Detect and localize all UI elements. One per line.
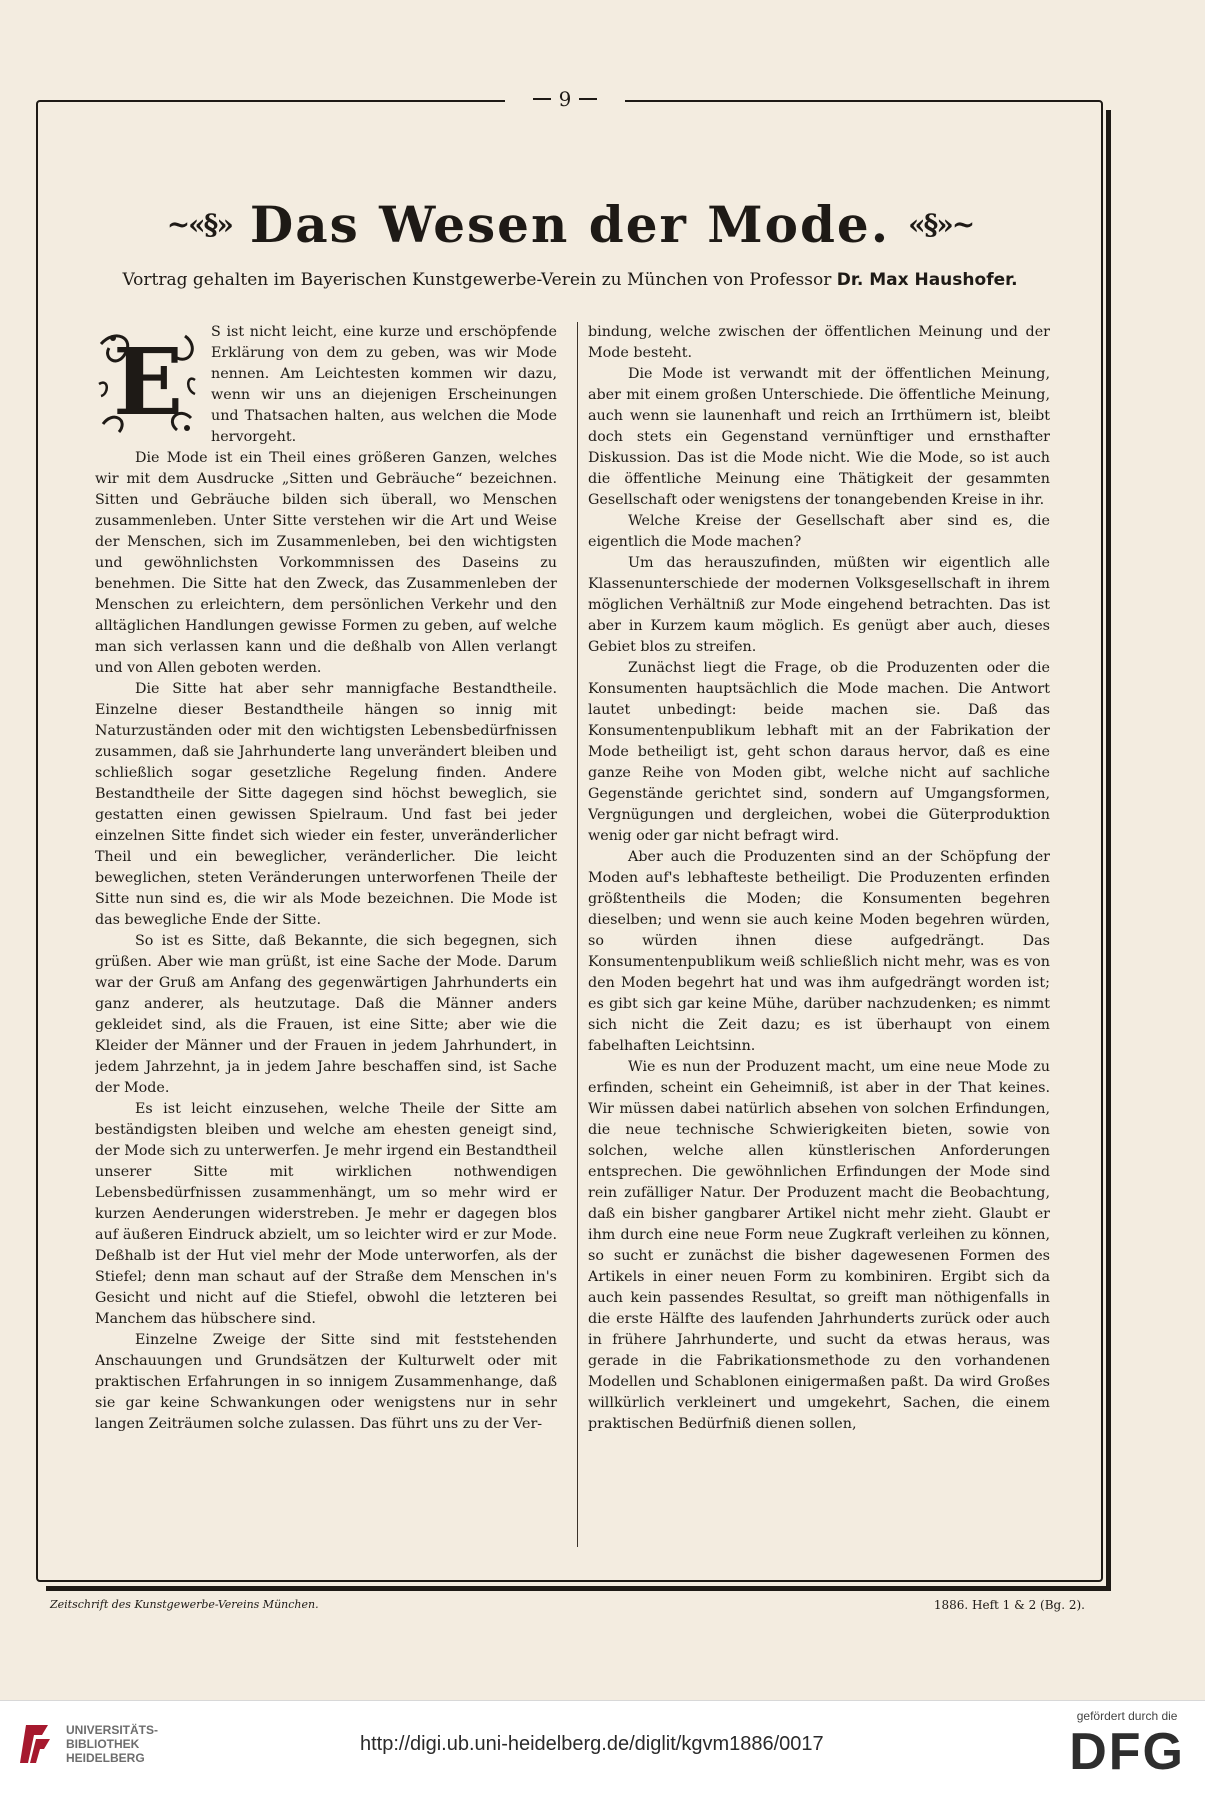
right-column xyxy=(588,322,1050,1547)
permalink-url[interactable]: http://digi.ub.uni-heidelberg.de/diglit/kgvm1886/0017 xyxy=(360,1733,824,1755)
dropcap-initial xyxy=(95,324,201,440)
library-name-line: UNIVERSITÄTS- xyxy=(66,1723,159,1737)
library-logo-icon xyxy=(16,1721,56,1767)
page-number xyxy=(505,86,625,112)
title-flourish-left-icon: ~«§» xyxy=(166,208,232,241)
journal-footer: Zeitschrift des Kunstgewerbe-Vereins München. xyxy=(50,1598,319,1611)
paragraph: Einzelne Zweige der Sitte sind mit feststehenden Anschauungen und Grundsätzen der Kulturwelt oder mit praktischen Erfahrungen in so innigem Zusammenhange, daß sie gar keine Schwankungen oder wenigstens nur in sehr langen Zeiträumen solche zulassen. Das führt uns zu der Ver- xyxy=(95,1332,557,1432)
library-name xyxy=(66,1723,158,1765)
column-divider xyxy=(577,322,578,1547)
article-header xyxy=(60,195,1080,254)
paragraph: Es ist leicht einzusehen, welche Theile der Sitte am beständigsten bleiben und welche am ehesten geneigt sind, der Mode sich zu unterwerfen. Je mehr irgend ein Bestandtheil unserer Sitte mit wirklichen nothwendigen Lebensbedürfnissen zusammenhängt, um so mehr wird er kurzen Aenderungen widerstreben. Je mehr er dagegen blos auf äußeren Eindruck abzielt, um so leichter wird er zur Mode. Deßhalb ist der Hut viel mehr der Mode unterworfen, als der Stiefel; denn man schaut auf der Straße dem Menschen in's Gesicht und nicht auf die Stiefel, obwohl die letzteren bei Manchem das hübschere sind. xyxy=(95,1101,557,1327)
dropcap-letter: E xyxy=(112,327,184,436)
left-column xyxy=(95,322,557,1547)
paragraph: Welche Kreise der Gesellschaft aber sind es, die eigentlich die Mode machen? xyxy=(588,513,1050,550)
dfg-logo-icon: DFG xyxy=(1069,1723,1185,1781)
subtitle-prefix: Vortrag gehalten im Bayerischen Kunstgewerbe-Verein zu München von Professor xyxy=(122,270,837,290)
paragraph: Die Mode ist ein Theil eines größeren Ganzen, welches wir mit dem Ausdrucke „Sitten und Gebräuche“ bezeichnen. Sitten und Gebräuche bilden sich überall, wo Menschen zusammenleben. Unter Sitte verstehen wir die Art und Weise der Menschen, sich im Zusammenleben, bei den wichtigsten und gewöhnlichsten Vorkommnissen des Daseins zu benehmen. Die Sitte hat den Zweck, das Zusammenleben der Menschen zu erleichtern, dem persönlichen Verkehr und den alltäglichen Handlungen gewisse Formen zu geben, auf welche man sich verlassen kann und die deßhalb von Allen verlangt und von Allen geboten werden. xyxy=(95,450,557,676)
paragraph: Um das herauszufinden, müßten wir eigentlich alle Klassenunterschiede der modernen Volksgesellschaft in ihrem möglichen Verhältniß zur Mode eingehend betrachten. Das ist aber in Kurzem kaum möglich. Es genügt aber auch, dieses Gebiet blos zu streifen. xyxy=(588,555,1050,655)
library-logo[interactable] xyxy=(16,1721,158,1767)
dfg-logo[interactable] xyxy=(1069,1709,1185,1781)
paragraph: Die Mode ist verwandt mit der öffentlichen Meinung, aber mit einem großen Unterschiede. Die öffentliche Meinung, auch wenn sie launenhaft und reich an Irrthümern ist, bleibt doch stets ein Gegenstand vernünftiger und ernsthafter Diskussion. Das ist die Mode nicht. Wie die Mode, so ist auch die öffentliche Meinung eine Thätigkeit der gesammten Gesellschaft oder wenigstens der tonangebenden Kreise in ihr. xyxy=(588,366,1050,508)
subtitle-author: Dr. Max Haushofer. xyxy=(836,270,1018,290)
dfg-caption: gefördert durch die xyxy=(1076,1709,1178,1723)
article-title xyxy=(167,195,974,254)
viewer-bar xyxy=(0,1700,1205,1795)
paragraph: Die Sitte hat aber sehr mannigfache Bestandtheile. Einzelne dieser Bestandtheile hängen so innig mit Naturzuständen oder mit den wichtigsten Lebensbedürfnissen zusammen, daß sie Jahrhunderte lang unverändert bleiben und schließlich sogar gesetzliche Regelung finden. Andere Bestandtheile der Sitte dagegen sind höchst beweglich, sie gestatten einen gewissen Spielraum. Und fast bei jeder einzelnen Sitte findet sich wieder ein fester, unveränderlicher Theil und ein beweglicher, veränderlicher. Die leicht beweglichen, steten Veränderungen unterworfenen Theile der Sitte nun sind es, die wir als Mode bezeichnen. Die Mode ist das bewegliche Ende der Sitte. xyxy=(95,681,557,928)
ornament-right-icon xyxy=(579,98,597,100)
ornament-left-icon xyxy=(533,98,551,100)
article-title-text: Das Wesen der Mode. xyxy=(249,195,891,254)
title-flourish-right-icon: «§»~ xyxy=(908,208,974,241)
paragraph: bindung, welche zwischen der öffentlichen Meinung und der Mode besteht. xyxy=(588,324,1050,361)
library-name-line: BIBLIOTHEK xyxy=(66,1737,140,1751)
page-number-text: 9 xyxy=(558,87,572,111)
paragraph: Aber auch die Produzenten sind an der Schöpfung der Moden auf's lebhafteste betheiligt. Die Produzenten erfinden größtentheils die Moden; die Konsumenten begehren dieselben; und wenn sie auch keine Moden begehren würden, so würden ihnen diese aufgedrängt. Das Konsumentenpublikum weiß schließlich nicht mehr, was es von den Moden begehrt hat und was ihm aufgedrängt worden ist; es gibt sich gar keine Mühe, darüber nachzudenken; es nimmt sich nicht die Zeit dazu; es ist überhaupt von einem fabelhaften Leichtsinn. xyxy=(588,849,1050,1054)
paragraph: So ist es Sitte, daß Bekannte, die sich begegnen, sich grüßen. Aber wie man grüßt, ist eine Sache der Mode. Darum war der Gruß am Anfang des gegenwärtigen Jahrhunderts ein ganz anderer, als heutzutage. Daß die Männer anders gekleidet sind, als die Frauen, ist eine Sitte; aber wie die Kleider der Männer und der Frauen in jedem Jahrhundert, in jedem Jahrzehnt, ja in jedem Jahre beschaffen sind, ist Sache der Mode. xyxy=(95,933,557,1096)
article-subtitle xyxy=(60,270,1080,290)
paragraph: Wie es nun der Produzent macht, um eine neue Mode zu erfinden, scheint ein Geheimniß, ist aber in der That keines. Wir müssen dabei natürlich absehen von solchen Erfindungen, die neue technische Schwierigkeiten bieten, sowie von solchen, welche allen künstlerischen Anforderungen entsprechen. Die gewöhnlichen Erfindungen der Mode sind rein zufälliger Natur. Der Produzent macht die Beobachtung, daß ein bisher gangbarer Artikel nicht mehr zieht. Glaubt er ihm durch eine neue Form neue Zugkraft verleihen zu können, so sucht er zunächst die bisher dagewesenen Formen des Artikels in einer neuen Form zu kombiniren. Ergibt sich da auch kein passendes Resultat, so greift man nöthigenfalls in die erste Hälfte des laufenden Jahrhunderts zurück oder auch in frühere Jahrhunderte, und sucht da etwas heraus, was gerade in die Fabrikationsmethode zu den vorhandenen Modellen und Schablonen einigermaßen paßt. Da wird Großes willkürlich verkleinert und umgekehrt, Sachen, die einem praktischen Bedürfniß dienen sollen, xyxy=(588,1059,1050,1432)
paragraph: Zunächst liegt die Frage, ob die Produzenten oder die Konsumenten hauptsächlich die Mode machen. Die Antwort lautet unbedingt: beide machen sie. Daß das Konsumentenpublikum lebhaft mit an der Fabrikation der Mode betheiligt ist, geht schon daraus hervor, daß es eine ganze Reihe von Moden gibt, welche nicht auf sachliche Gegenstände gerichtet sind, sondern auf Umgangsformen, Vergnügungen und dergleichen, wobei die Güterproduktion wenig oder gar nicht befragt wird. xyxy=(588,660,1050,844)
library-name-line: HEIDELBERG xyxy=(66,1751,145,1765)
issue-footer: 1886. Heft 1 & 2 (Bg. 2). xyxy=(933,1598,1085,1612)
paragraph: S ist nicht leicht, eine kurze und erschöpfende Erklärung von dem zu geben, was wir Mode nennen. Am Leichtesten kommen wir dazu, wenn wir uns an diejenigen Erscheinungen und Thatsachen halten, aus welchen die Mode hervorgeht. xyxy=(211,324,557,445)
